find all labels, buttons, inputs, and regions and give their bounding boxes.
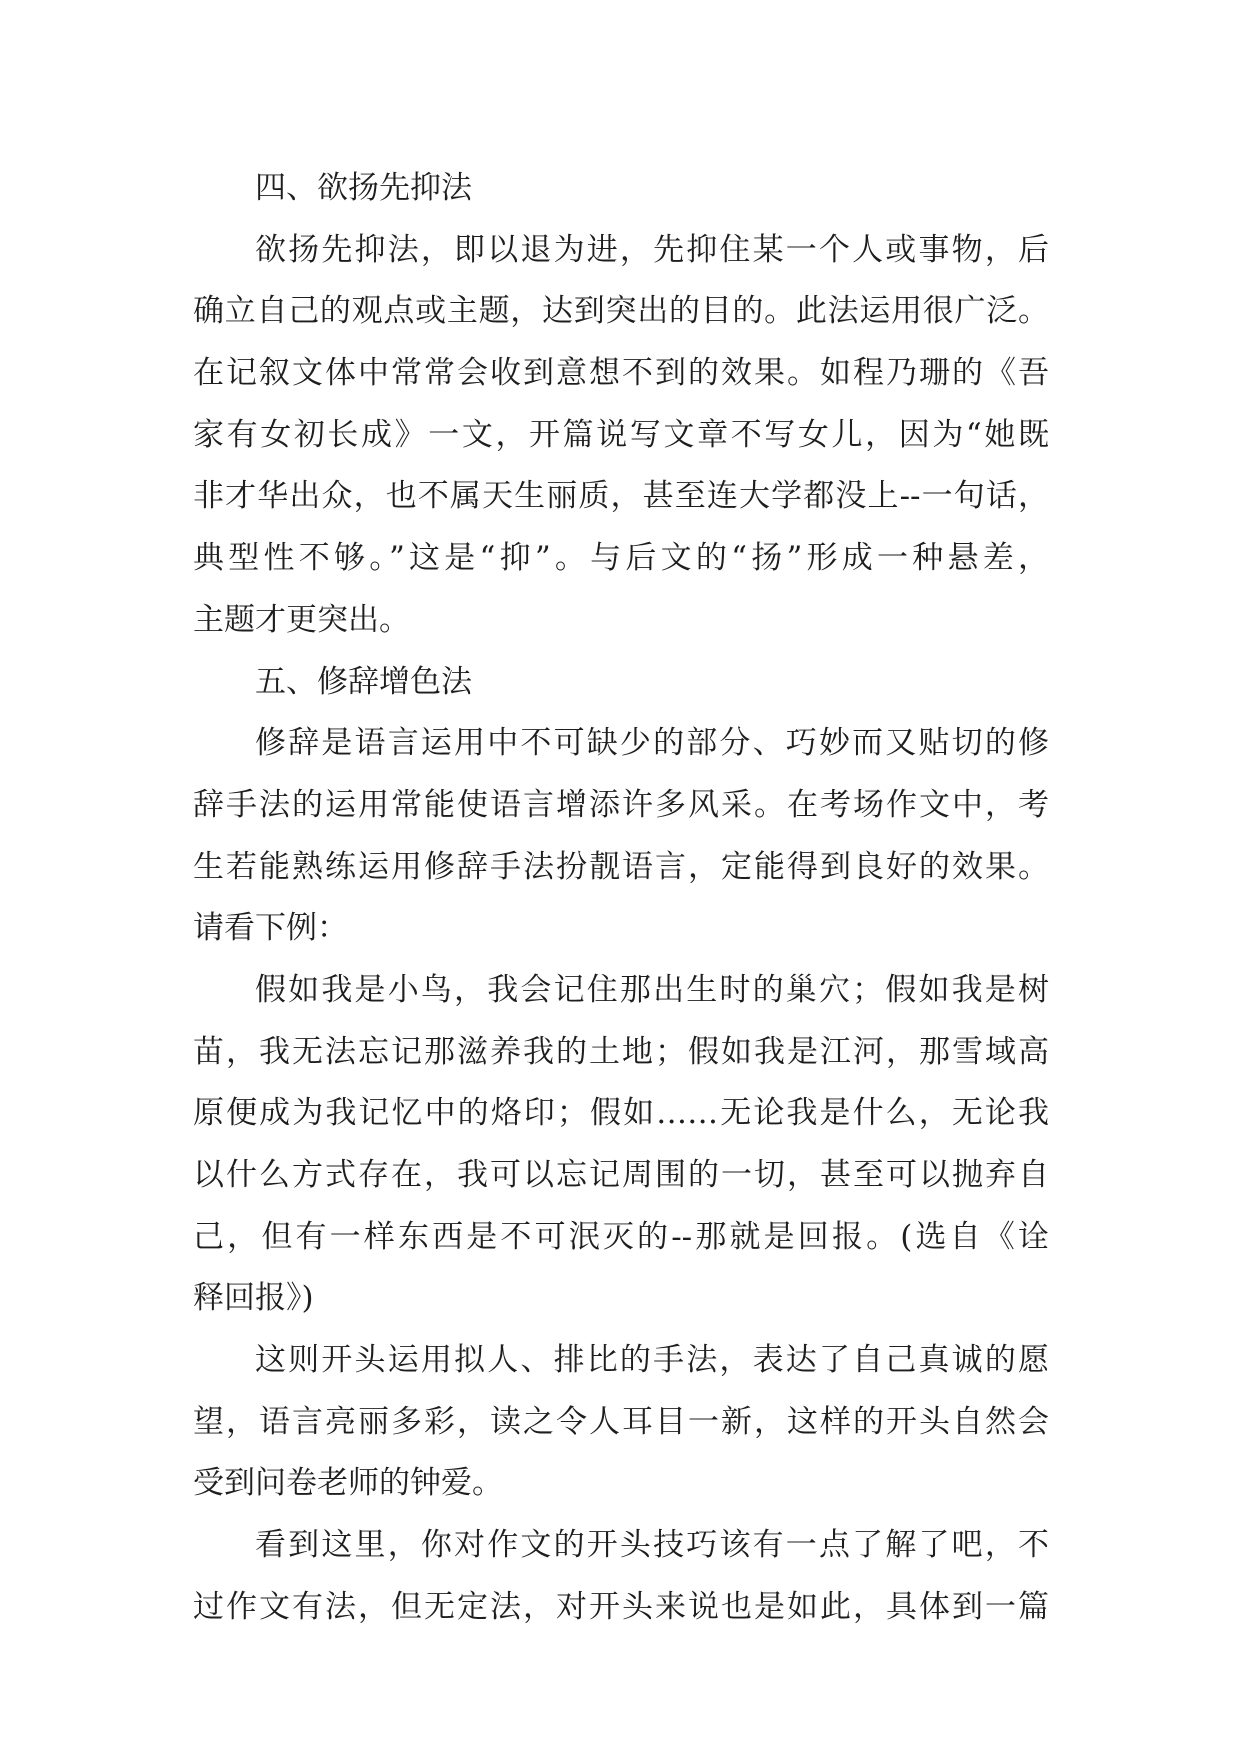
paragraph-line: 家有女初长成》一文，开篇说写文章不写女儿，因为“她既	[193, 416, 1049, 453]
paragraph-line: 望，语言亮丽多彩，读之令人耳目一新，这样的开头自然会	[193, 1403, 1049, 1440]
paragraph-line: 修辞是语言运用中不可缺少的部分、巧妙而又贴切的修	[255, 725, 1049, 762]
paragraph-line: 欲扬先抑法，即以退为进，先抑住某一个人或事物，后	[255, 231, 1049, 268]
example-line: 苗，我无法忘记那滋养我的土地；假如我是江河，那雪域高	[193, 1033, 1049, 1070]
example-line: 己，但有一样东西是不可泯灭的--那就是回报。(选自《诠	[193, 1218, 1049, 1255]
paragraph-line: 在记叙文体中常常会收到意想不到的效果。如程乃珊的《吾	[193, 355, 1049, 392]
paragraph-line: 受到问卷老师的钟爱。	[193, 1465, 503, 1502]
paragraph-line: 确立自己的观点或主题，达到突出的目的。此法运用很广泛。	[193, 293, 1049, 330]
section-heading-4: 四、欲扬先抑法	[255, 170, 472, 206]
document-body	[193, 158, 1049, 1639]
example-line: 以什么方式存在，我可以忘记周围的一切，甚至可以抛弃自	[193, 1157, 1049, 1193]
example-line: 原便成为我记忆中的烙印；假如……无论我是什么，无论我	[193, 1095, 1049, 1132]
paragraph-line: 主题才更突出。	[193, 601, 410, 638]
paragraph-line: 辞手法的运用常能使语言增添许多风采。在考场作文中，考	[193, 786, 1049, 823]
example-line: 假如我是小鸟，我会记住那出生时的巢穴；假如我是树	[255, 971, 1049, 1008]
paragraph-line: 生若能熟练运用修辞手法扮靓语言，定能得到良好的效果。	[193, 848, 1049, 885]
paragraph-line: 典型性不够。”这是“抑”。与后文的“扬”形成一种悬差，	[193, 540, 1049, 577]
example-line: 释回报》)	[193, 1280, 314, 1317]
paragraph-line: 非才华出众，也不属天生丽质，甚至连大学都没上--一句话，	[193, 478, 1049, 515]
section-heading-5: 五、修辞增色法	[255, 663, 472, 700]
paragraph-line: 看到这里，你对作文的开头技巧该有一点了解了吧，不	[255, 1527, 1049, 1564]
paragraph-line: 过作文有法，但无定法，对开头来说也是如此，具体到一篇	[193, 1588, 1049, 1625]
paragraph-line: 请看下例：	[193, 910, 348, 947]
paragraph-line: 这则开头运用拟人、排比的手法，表达了自己真诚的愿	[255, 1342, 1049, 1379]
